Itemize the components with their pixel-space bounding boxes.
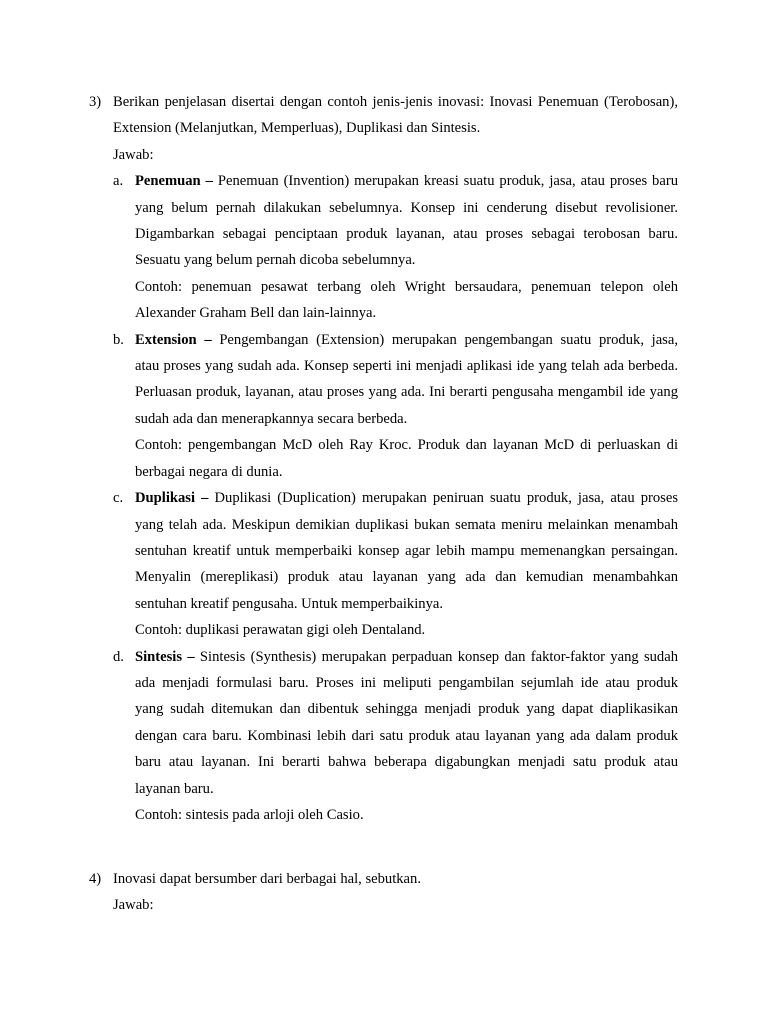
item-first-text: Duplikasi (Duplication) merupakan peniruan suatu produk, jasa, atau proses xyxy=(214,490,678,507)
item-line: Sesuatu yang belum pernah dicoba sebelumnya. xyxy=(135,252,416,269)
item-first-line xyxy=(135,644,678,670)
item-term: Duplikasi – xyxy=(135,490,209,507)
item-line: atau proses yang sudah ada. Konsep seperti ini menjadi aplikasi ide yang telah ada berbeda. xyxy=(135,358,678,375)
item-example-line: Alexander Graham Bell dan lain-lainnya. xyxy=(135,305,377,322)
item-first-line xyxy=(135,485,678,511)
item-line: baru atau layanan. Ini berarti bahwa beberapa digabungkan menjadi satu produk atau xyxy=(135,754,678,771)
answer-label: Jawab: xyxy=(113,146,154,163)
item-example-line: Contoh: penemuan pesawat terbang oleh Wright bersaudara, penemuan telepon oleh xyxy=(135,278,678,295)
item-letter: a. xyxy=(113,173,124,190)
item-line: Menyalin (mereplikasi) produk atau layanan yang ada dan kemudian menambahkan xyxy=(135,569,678,586)
question-4-block xyxy=(113,866,678,919)
question-number: 3) xyxy=(89,94,102,110)
question-number: 4) xyxy=(89,871,102,887)
list-item xyxy=(113,644,678,829)
item-first-text: Sintesis (Synthesis) merupakan perpaduan konsep dan faktor-faktor yang sudah xyxy=(199,648,678,665)
item-line: yang sudah ditemukan dan dibentuk sehingga menjadi produk yang dapat diaplikasikan xyxy=(135,701,678,718)
question-prompt-line: Berikan penjelasan disertai dengan contoh jenis-jenis inovasi: Inovasi Penemuan (Terobosan), xyxy=(113,94,678,110)
item-first-text: Pengembangan (Extension) merupakan pengembangan suatu produk, jasa, xyxy=(219,331,678,348)
list-item xyxy=(113,168,678,326)
item-line: Digambarkan sebagai penciptaan produk layanan, atau proses sebagai terobosan baru. xyxy=(135,226,678,243)
item-term: Sintesis – xyxy=(135,648,195,665)
list-item xyxy=(113,485,678,643)
item-line: Perluasan produk, layanan, atau proses yang ada. Ini berarti pengusaha mengambil ide yang xyxy=(135,384,678,401)
item-line: sentuhan kreatif pengusaha. Untuk memperbaikinya. xyxy=(135,595,443,612)
answer-label: Jawab: xyxy=(113,897,154,914)
item-line: yang telah ada. Meskipun demikian duplikasi bukan semata meniru melainkan menambah xyxy=(135,516,678,533)
question-prompt-line: Inovasi dapat bersumber dari berbagai hal, sebutkan. xyxy=(113,871,421,887)
item-example-line: Contoh: duplikasi perawatan gigi oleh Dentaland. xyxy=(135,622,426,639)
item-letter: d. xyxy=(113,648,124,665)
item-letter: b. xyxy=(113,331,124,348)
item-line: sudah ada dan menerapkannya secara berbeda. xyxy=(135,410,408,427)
item-line: ada menjadi formulasi baru. Proses ini meliputi pengambilan sejumlah ide atau produk xyxy=(135,674,678,691)
item-example-line: berbagai negara di dunia. xyxy=(135,463,283,480)
item-term: Penemuan – xyxy=(135,173,213,190)
question-3-block xyxy=(113,89,678,828)
item-example-line: Contoh: pengembangan McD oleh Ray Kroc. Produk dan layanan McD di perluaskan di xyxy=(135,437,678,454)
question-prompt-line: Extension (Melanjutkan, Memperluas), Duplikasi dan Sintesis. xyxy=(113,120,481,137)
answer-list xyxy=(113,168,678,828)
item-first-line xyxy=(135,327,678,353)
item-first-text: Penemuan (Invention) merupakan kreasi suatu produk, jasa, atau proses baru xyxy=(217,173,678,190)
item-example-line: Contoh: sintesis pada arloji oleh Casio. xyxy=(135,806,364,823)
item-first-line xyxy=(135,168,678,194)
list-item xyxy=(113,327,678,485)
item-line: sentuhan kreatif untuk memperbaiki konsep agar lebih mampu memenangkan persaingan. xyxy=(135,542,678,559)
item-line: yang belum pernah dilakukan sebelumnya. Konsep ini cenderung disebut revolisioner. xyxy=(135,199,678,216)
item-letter: c. xyxy=(113,490,124,507)
item-term: Extension – xyxy=(135,331,212,348)
item-line: dengan cara baru. Kombinasi lebih dari satu produk atau layanan yang ada dalam produk xyxy=(135,727,678,744)
item-line: layanan baru. xyxy=(135,780,214,797)
